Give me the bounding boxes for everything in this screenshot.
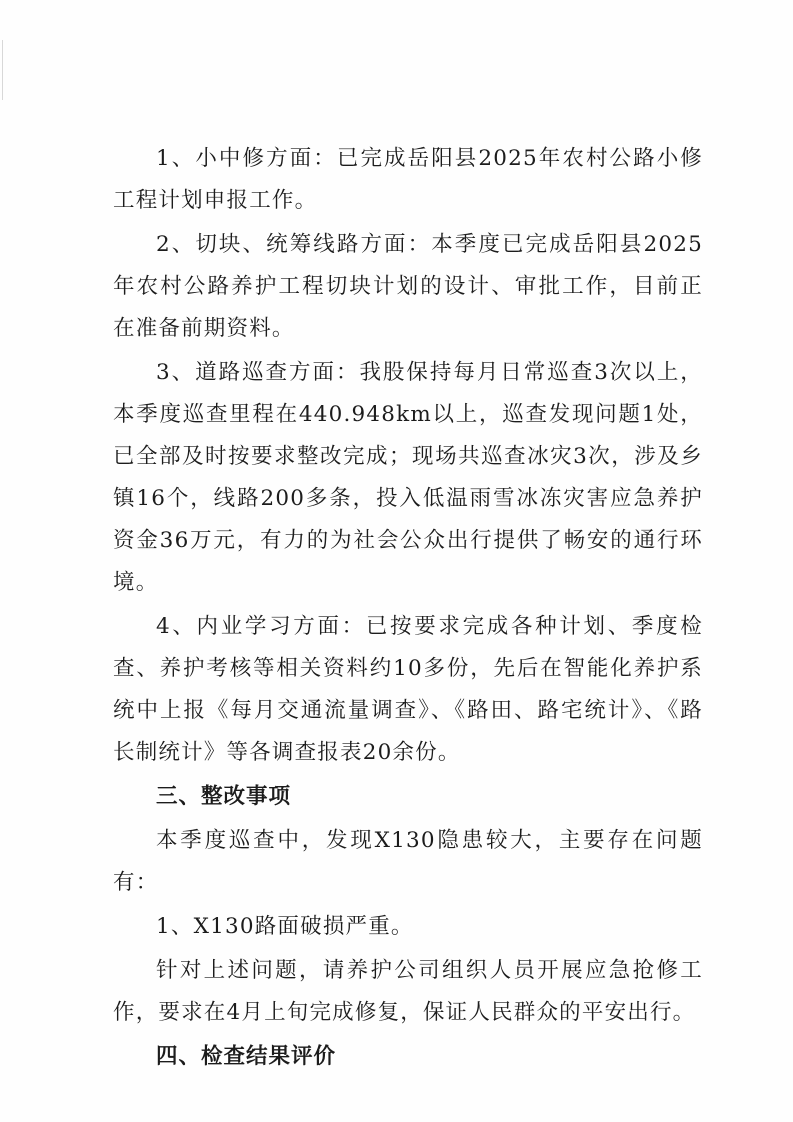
paragraph-road-inspection: 3、道路巡查方面：我股保持每月日常巡查3次以上，本季度巡查里程在440.948km以上，巡查发现问题1处，已全部及时按要求整改完成；现场共巡查冰灾3次，涉及乡镇16个，线路200多条，投入低温雨雪冰冻灾害应急养护资金36万元，有力的为社会公众出行提供了畅安的通行环境。 bbox=[113, 360, 703, 595]
paragraph-issues-intro: 本季度巡查中，发现X130隐患较大，主要存在问题有： bbox=[113, 828, 703, 895]
paragraph-minor-repairs: 1、小中修方面：已完成岳阳县2025年农村公路小修工程计划申报工作。 bbox=[113, 146, 703, 213]
paragraph-route-planning: 2、切块、统筹线路方面：本季度已完成岳阳县2025年农村公路养护工程切块计划的设计、审批工作，目前正在准备前期资料。 bbox=[113, 232, 703, 341]
paragraph-response: 针对上述问题，请养护公司组织人员开展应急抢修工作，要求在4月上旬完成修复，保证人民群众的平安出行。 bbox=[113, 958, 703, 1025]
section-heading-rectification: 三、整改事项 bbox=[156, 784, 292, 809]
section-heading-evaluation: 四、检查结果评价 bbox=[156, 1044, 337, 1069]
document-body bbox=[113, 138, 703, 1078]
scan-edge-mark bbox=[2, 40, 3, 100]
paragraph-issue-1: 1、X130路面破损严重。 bbox=[156, 914, 414, 939]
paragraph-internal-work: 4、内业学习方面：已按要求完成各种计划、季度检查、养护考核等相关资料约10多份，先后在智能化养护系统中上报《每月交通流量调查》、《路田、路宅统计》、《路长制统计》等各调查报表20余份。 bbox=[113, 614, 703, 765]
